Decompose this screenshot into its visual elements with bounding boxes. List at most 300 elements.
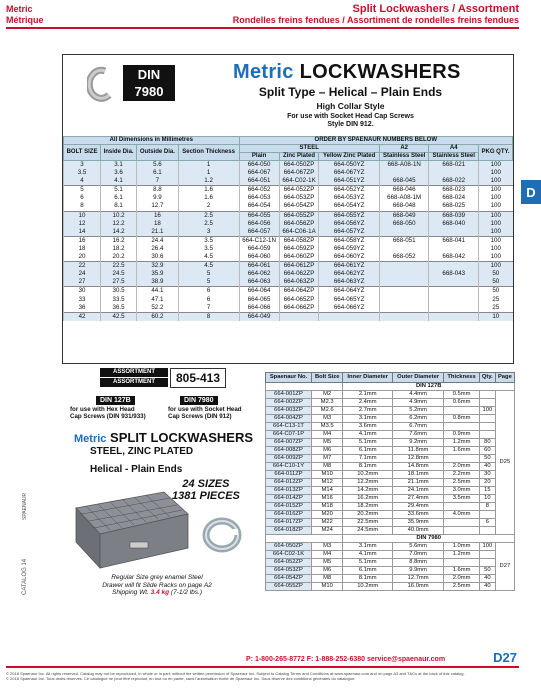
spec-cell[interactable]: 668-025 [429,202,479,211]
spec-cell: 5 [178,278,239,287]
kit-cell: 5.1mm [343,439,393,447]
spec-cell: 2.5 [178,211,239,220]
caption-line-1: Regular Size grey enamel Steel [111,574,203,581]
spec-cell: 26.4 [137,245,179,253]
col-yellow: Yellow Zinc Plated [319,153,380,161]
dim-note: All Dimensions in Millimetres [64,137,240,145]
spec-cell: 50 [479,278,513,287]
assortment-material: STEEL, ZINC PLATED [90,446,194,457]
spec-cell[interactable]: 664-051YZ [319,177,380,186]
kit-cell: 11.8mm [393,447,444,455]
spec-cell[interactable]: 664-067YZ [319,169,380,177]
spec-cell[interactable]: 668-052 [379,253,429,262]
kit-col-inner: Inner Diameter [343,373,393,383]
col-zinc: Zinc Plated [279,153,319,161]
spec-cell: 16.2 [101,236,137,245]
kit-row [266,575,515,583]
spec-cell[interactable]: 664-066YZ [319,304,380,313]
spec-cell [429,287,479,296]
din127-tag: DIN 127B [96,396,135,405]
spec-cell[interactable]: 664-061ZP [279,262,319,271]
kit-row [266,471,515,479]
spec-cell[interactable]: 664-053 [239,194,279,202]
kit-cell: 10.2mm [343,583,393,591]
assortment-title [74,430,253,445]
kit-row [266,527,515,535]
assortment-label-2: ASSORTMENT [100,378,168,387]
spec-cell[interactable]: 664-062ZP [279,270,319,278]
kit-cell: 12.8mm [393,455,444,463]
header-right-en: Split Lockwashers / Assortment [352,3,519,15]
kit-row [266,543,515,551]
din127-usage-b: Cap Screws (DIN 931/933) [70,413,146,420]
kit-cell [479,551,495,559]
spec-cell: 2.5 [178,220,239,228]
kit-cell[interactable]: 664-015ZP [266,503,312,511]
spec-cell: 10.2 [101,211,137,220]
spec-cell: 3 [64,161,101,170]
kit-cell: 8 [479,503,495,511]
spec-cell [379,262,429,271]
spec-cell[interactable]: 664-C06-1A [279,228,319,237]
header-rule [6,27,519,29]
kit-cell[interactable]: 664-008ZP [266,447,312,455]
kit-row [266,415,515,423]
kit-cell [479,391,495,399]
kit-cell[interactable]: 664-009ZP [266,455,312,463]
spec-cell[interactable]: 668-046 [379,186,429,195]
spec-cell: 18 [64,245,101,253]
spec-cell: 10 [479,312,513,321]
spec-cell[interactable]: 668-051 [379,236,429,245]
spec-row [64,245,513,253]
spec-cell: 8.1 [101,202,137,211]
spec-cell[interactable]: 664-063YZ [319,278,380,287]
spec-cell[interactable]: 664-063ZP [279,278,319,287]
caption-weight-label: Shipping Wt. [112,589,149,596]
spec-cell[interactable]: 668-039 [429,211,479,220]
spec-cell: 4.5 [178,262,239,271]
spec-cell[interactable]: 664-064ZP [279,287,319,296]
spec-cell[interactable]: 664-C02-1K [279,177,319,186]
kit-row [266,503,515,511]
spec-cell[interactable]: 664-067 [239,169,279,177]
spec-cell[interactable]: 668-048 [379,202,429,211]
kit-cell[interactable]: 664-055ZP [266,583,312,591]
kit-cell[interactable]: 664-011ZP [266,471,312,479]
sizes-count: 24 SIZES [182,478,230,490]
kit-row [266,487,515,495]
assortment-title-rest: SPLIT LOCKWASHERS [110,430,254,445]
kit-cell: 8.1mm [343,463,393,471]
kit-cell [444,503,480,511]
spec-cell: 24.5 [101,270,137,278]
header-left [6,4,44,26]
footer-rule [6,666,519,668]
col-section: Section Thickness [178,145,239,161]
spec-cell[interactable]: 664-066 [239,304,279,313]
kit-cell: 18.1mm [393,471,444,479]
section-tab[interactable]: D [521,180,541,204]
kit-row [266,551,515,559]
spec-cell[interactable]: 664-057YZ [319,228,380,237]
kit-cell: M2.6 [312,407,343,415]
din7980-usage-b: Cap Screws (DIN 912) [168,413,232,420]
din7980-tag: DIN 7980 [180,396,218,405]
header-right-fr: Rondelles freins fendues / Assortiment de rondelles freins fendues [232,15,519,25]
spec-cell [429,169,479,177]
kit-cell[interactable]: 664-016ZP [266,511,312,519]
spec-row [64,312,513,321]
spec-cell: 100 [479,220,513,228]
spec-cell[interactable]: 664-050 [239,161,279,170]
kit-row [266,431,515,439]
kit-cell: M2 [312,391,343,399]
spec-cell[interactable]: 668-022 [429,177,479,186]
kit-cell [444,407,480,415]
kit-cell: M8 [312,463,343,471]
kit-cell: M10 [312,583,343,591]
spec-cell[interactable]: 664-064YZ [319,287,380,296]
spec-cell[interactable]: 664-065YZ [319,296,380,304]
spec-cell[interactable]: 668-041 [429,236,479,245]
din-badge [123,65,175,101]
kit-cell[interactable]: 664-014ZP [266,495,312,503]
spec-cell: 14.2 [101,228,137,237]
header-left-fr: Métrique [6,15,44,25]
kit-cell: 6.7mm [393,423,444,431]
kit-cell[interactable]: 664-C10-1Y [266,463,312,471]
spec-cell[interactable]: 664-051 [239,177,279,186]
kit-cell: 27.4mm [393,495,444,503]
spec-cell[interactable]: 664-053YZ [319,194,380,202]
spec-cell: 36 [64,304,101,313]
kit-cell[interactable]: 664-C13-1T [266,423,312,431]
spec-cell[interactable]: 664-067ZP [279,169,319,177]
spec-cell[interactable]: 668-045 [379,177,429,186]
kit-cell: M6 [312,567,343,575]
din-badge-number: 7980 [134,84,164,99]
kit-row [266,519,515,527]
spec-cell [379,287,429,296]
kit-cell: 5.6mm [393,543,444,551]
spec-row [64,228,513,237]
spec-cell: 8 [178,312,239,321]
spec-cell[interactable]: 664-064 [239,287,279,296]
kit-cell[interactable]: 664-050ZP [266,543,312,551]
spec-cell[interactable]: 664-055ZP [279,211,319,220]
kit-col-qty: Qty. [479,373,495,383]
kit-row [266,423,515,431]
spec-cell[interactable]: 664-063 [239,278,279,287]
spec-cell[interactable]: 664-061 [239,262,279,271]
kit-cell: 4.1mm [343,431,393,439]
spec-row [64,287,513,296]
kit-section-row [266,383,515,391]
spec-cell[interactable]: 664-058YZ [319,236,380,245]
kit-cell: 9.9mm [393,567,444,575]
kit-cell: 40.0mm [393,527,444,535]
kit-table [265,372,515,591]
spec-cell: 9.9 [137,194,179,202]
spec-row [64,296,513,304]
spec-cell[interactable]: 664-056YZ [319,220,380,228]
spec-cell [379,296,429,304]
spec-cell[interactable]: 664-050ZP [279,161,319,170]
spec-cell[interactable]: 664-065ZP [279,296,319,304]
spec-cell[interactable]: 664-054YZ [319,202,380,211]
kit-cell: M3.5 [312,423,343,431]
spec-table [63,136,513,321]
assortment-type: Helical - Plain Ends [90,464,183,475]
spec-row [64,253,513,262]
spec-cell: 16 [137,211,179,220]
kit-cell: 15 [479,487,495,495]
spec-body [64,161,513,321]
kit-cell[interactable]: 664-017ZP [266,519,312,527]
spec-cell: 4 [64,177,101,186]
kit-section-spacer [266,535,343,543]
grp-a4: A4 [429,145,479,153]
kit-cell: 6 [479,519,495,527]
spec-cell: 2 [178,202,239,211]
spec-cell: 100 [479,262,513,271]
spec-cell[interactable]: 664-052YZ [319,186,380,195]
spec-cell[interactable]: 664-060YZ [319,253,380,262]
spec-cell: 52.2 [137,304,179,313]
assortment-drawer-image [72,488,190,570]
kit-cell[interactable]: 664-C07-1P [266,431,312,439]
kit-cell: M14 [312,487,343,495]
spec-cell[interactable]: 664-053ZP [279,194,319,202]
caption-line-2: Drawer will fit Slide Racks on page A2 [102,581,212,589]
spec-cell: 1.2 [178,177,239,186]
spec-cell: 44.1 [137,287,179,296]
spec-cell: 100 [479,228,513,237]
spec-cell[interactable]: 664-C12-1N [239,236,279,245]
kit-cell[interactable]: 664-003ZP [266,407,312,415]
kit-cell: 1.6mm [444,567,480,575]
spec-cell: 1.6 [178,194,239,202]
spec-cell [429,278,479,287]
kit-cell[interactable]: 664-004ZP [266,415,312,423]
kit-cell: 16.0mm [393,583,444,591]
spec-cell[interactable]: 668-049 [379,211,429,220]
spec-cell[interactable]: 664-049 [239,312,279,321]
kit-cell: M16 [312,495,343,503]
spec-cell: 5 [64,186,101,195]
kit-cell: 1.0mm [444,543,480,551]
spec-row [64,161,513,170]
footer-contact[interactable]: P: 1-800-265-8772 F: 1-888-252-6380 service@spaenaur.com [246,656,446,663]
product-title [233,61,461,84]
spec-cell[interactable]: 664-055YZ [319,211,380,220]
din127-usage [70,406,146,420]
spec-cell: 5.1 [101,186,137,195]
pieces-count: 1381 PIECES [172,490,240,502]
spec-cell: 3.5 [64,169,101,177]
col-a4: Stainless Steel [429,153,479,161]
spec-cell[interactable]: 668-042 [429,253,479,262]
kit-cell[interactable]: 664-C02-1K [266,551,312,559]
spec-cell[interactable]: 664-065 [239,296,279,304]
kit-cell: 40 [479,575,495,583]
brand-side-label: SPAENAUR [22,492,28,520]
spec-cell[interactable]: 664-057 [239,228,279,237]
spec-cell[interactable]: 668-050 [379,220,429,228]
kit-cell: 2.4mm [343,399,393,407]
spec-cell: 24.4 [137,236,179,245]
spec-cell[interactable]: 664-059YZ [319,245,380,253]
spec-cell: 7 [178,304,239,313]
kit-section-label: DIN 127B [343,383,515,391]
grp-a2: A2 [379,145,429,153]
spec-cell: 100 [479,161,513,170]
spec-cell[interactable]: 664-059 [239,245,279,253]
kit-row [266,447,515,455]
spec-row [64,236,513,245]
kit-cell[interactable]: 664-018ZP [266,527,312,535]
spec-cell: 42.5 [101,312,137,321]
spec-cell[interactable]: 668-A08-1M [379,194,429,202]
page-number: D27 [493,650,517,665]
spec-cell[interactable]: 668-A08-1N [379,161,429,170]
spec-cell[interactable]: 664-052ZP [279,186,319,195]
spec-cell: 38.9 [137,278,179,287]
spec-cell[interactable]: 664-058ZP [279,236,319,245]
kit-cell[interactable]: 664-013ZP [266,487,312,495]
spec-cell: 18 [137,220,179,228]
spec-cell[interactable]: 664-056 [239,220,279,228]
spec-cell[interactable]: 664-062 [239,270,279,278]
kit-cell: 20 [479,479,495,487]
spec-cell[interactable]: 668-023 [429,186,479,195]
kit-cell [444,519,480,527]
spec-cell[interactable]: 664-062YZ [319,270,380,278]
spec-cell[interactable]: 664-050YZ [319,161,380,170]
kit-cell: M6 [312,447,343,455]
spec-cell: 30.6 [137,253,179,262]
spec-cell[interactable]: 664-052 [239,186,279,195]
spec-cell: 24 [64,270,101,278]
spec-row [64,186,513,195]
spec-cell[interactable]: 664-056ZP [279,220,319,228]
kit-cell: 9.2mm [393,439,444,447]
kit-cell: M12 [312,479,343,487]
kit-cell[interactable]: 664-053ZP [266,567,312,575]
kit-cell: 2.5mm [444,583,480,591]
spec-cell: 8 [64,202,101,211]
footer-fine-fr: © 2018 Spaenaur Inc. Tous droits réservés. Ce catalogue ne peut être reproduit, en tout ou en partie, sans l'autorisation écrite de Spaenaur Inc. Sous réserve des conditions générales du catalogue. [6,676,356,681]
col-a2: Stainless Steel [379,153,429,161]
footer-fine-en: © 2018 Spaenaur Inc. All rights reserved. Catalog may not be reproduced, in whole or in part, without the written permission of Spaenaur Inc. Subject to Catalog Terms and Conditions at www.spaenaur.com and on page A3 and T&Cs at the back of this catalog. [6,671,465,676]
spec-cell[interactable]: 668-024 [429,194,479,202]
spec-cell [429,296,479,304]
kit-col-no: Spaenaur No. [266,373,312,383]
kit-section-row [266,535,515,543]
spec-cell[interactable]: 668-043 [429,270,479,278]
spec-cell: 100 [479,202,513,211]
assortment-title-metric: Metric [74,433,107,445]
spec-cell: 6.1 [137,169,179,177]
spec-cell: 10 [64,211,101,220]
spec-cell: 50 [479,270,513,278]
spec-cell: 5.6 [137,161,179,170]
kit-cell[interactable]: 664-054ZP [266,575,312,583]
spec-cell: 3.5 [178,236,239,245]
col-outside: Outside Dia. [137,145,179,161]
caption-line-3 [92,589,222,597]
spec-cell[interactable]: 664-054 [239,202,279,211]
spec-row [64,169,513,177]
spec-cell [429,262,479,271]
spec-cell: 30 [64,287,101,296]
spec-cell: 3.5 [178,245,239,253]
assortment-number[interactable]: 805-413 [170,368,226,388]
kit-cell: 3.5mm [444,495,480,503]
spec-cell[interactable]: 668-021 [429,161,479,170]
header-right [233,4,519,26]
kit-cell[interactable]: 664-001ZP [266,391,312,399]
kit-cell: 8.8mm [393,559,444,567]
catalog-side-label: CATALOG 14 [22,558,28,595]
spec-cell: 33 [64,296,101,304]
spec-cell: 12.2 [101,220,137,228]
kit-row [266,439,515,447]
kit-cell: 3.0mm [444,487,480,495]
kit-cell: 100 [479,543,495,551]
kit-cell[interactable]: 664-012ZP [266,479,312,487]
kit-cell: 1.2mm [444,439,480,447]
kit-cell: 6.1mm [343,447,393,455]
spec-cell: 33.5 [101,296,137,304]
kit-cell[interactable]: 664-007ZP [266,439,312,447]
kit-row [266,495,515,503]
kit-cell: 24.1mm [393,487,444,495]
col-bolt: BOLT SIZE [64,145,101,161]
kit-cell: 3.1mm [343,543,393,551]
spec-cell[interactable]: 664-054ZP [279,202,319,211]
spec-cell[interactable]: 664-059ZP [279,245,319,253]
kit-cell: D27 [495,543,514,591]
spec-cell[interactable]: 664-055 [239,211,279,220]
kit-row [266,511,515,519]
kit-cell[interactable]: 664-052ZP [266,559,312,567]
kit-row [266,559,515,567]
spec-cell[interactable]: 664-060ZP [279,253,319,262]
spec-cell[interactable]: 664-066ZP [279,304,319,313]
spec-row [64,202,513,211]
spec-cell: 20.2 [101,253,137,262]
kit-cell: 6.2mm [393,415,444,423]
kit-cell [479,559,495,567]
spec-cell: 1 [178,161,239,170]
spec-cell: 22.5 [101,262,137,271]
kit-row [266,407,515,415]
kit-row [266,479,515,487]
spec-cell[interactable]: 668-040 [429,220,479,228]
kit-cell: D25 [495,391,514,535]
washer-image [202,515,242,555]
kit-cell: 1.6mm [444,447,480,455]
kit-body [266,383,515,591]
kit-cell[interactable]: 664-002ZP [266,399,312,407]
product-usage-a: For use with Socket Head Cap Screws [287,113,414,120]
spec-cell[interactable]: 664-060 [239,253,279,262]
kit-cell [479,527,495,535]
title-metric: Metric [233,61,294,83]
spec-cell[interactable]: 664-061YZ [319,262,380,271]
